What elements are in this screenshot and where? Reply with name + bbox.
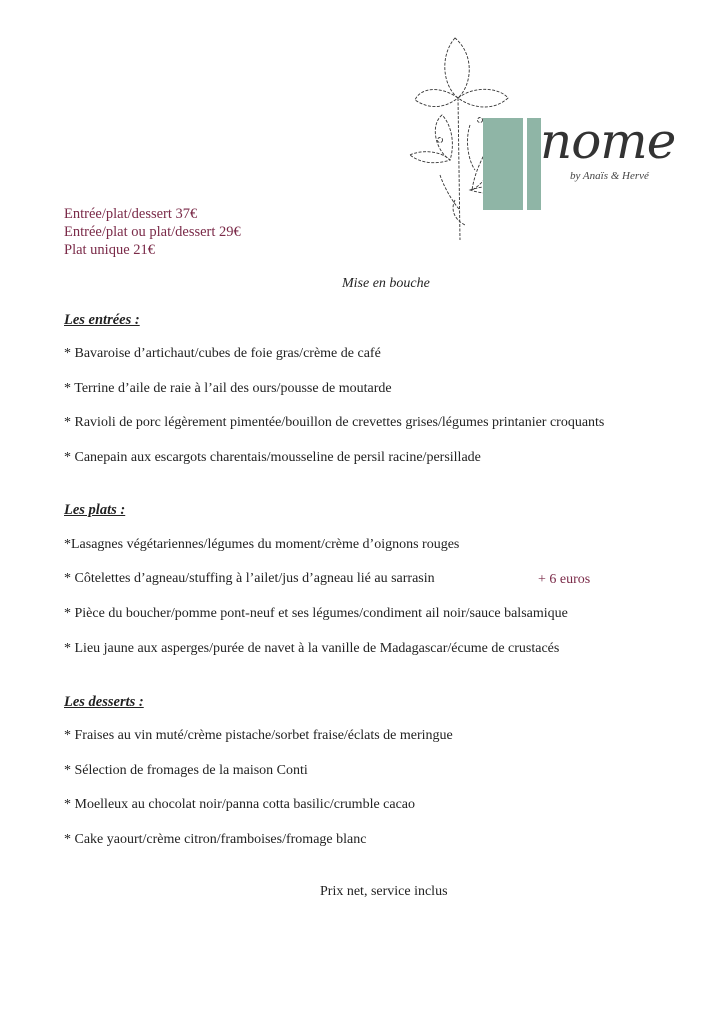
logo-letter-i: [527, 118, 541, 210]
price-option-single: Plat unique 21€: [64, 242, 156, 258]
menu-item: * Ravioli de porc légèrement pimentée/bouillon de crevettes grises/légumes printanier croquants: [64, 415, 605, 430]
footer-note: Prix net, service inclus: [320, 884, 448, 899]
price-option-2-courses: Entrée/plat ou plat/dessert 29€: [64, 224, 241, 240]
section-title-desserts: Les desserts :: [64, 694, 144, 710]
mise-en-bouche: Mise en bouche: [342, 276, 430, 291]
menu-item: * Sélection de fromages de la maison Conti: [64, 763, 308, 778]
price-list: [64, 205, 241, 259]
logo-name: nome: [540, 112, 676, 170]
menu-item: * Terrine d’aile de raie à l’ail des ours/pousse de moutarde: [64, 381, 392, 396]
supplement-price: + 6 euros: [538, 572, 591, 587]
menu-item: * Cake yaourt/crème citron/framboises/fromage blanc: [64, 832, 367, 847]
section-title-entrees: Les entrées :: [64, 312, 140, 328]
logo-letter-b: [483, 118, 523, 210]
section-title-plats: Les plats :: [64, 502, 126, 518]
menu-item: *Lasagnes végétariennes/légumes du moment/crème d’oignons rouges: [64, 537, 460, 552]
price-option-3-courses: Entrée/plat/dessert 37€: [64, 206, 198, 222]
binome-logo: [380, 30, 690, 245]
menu-item: * Lieu jaune aux asperges/purée de navet à la vanille de Madagascar/écume de crustacés: [64, 641, 560, 656]
menu-item: * Bavaroise d’artichaut/cubes de foie gras/crème de café: [64, 346, 381, 361]
logo-byline: by Anaïs & Hervé: [570, 170, 649, 182]
menu-item: * Fraises au vin muté/crème pistache/sorbet fraise/éclats de meringue: [64, 728, 453, 743]
menu-item: * Canepain aux escargots charentais/mousseline de persil racine/persillade: [64, 450, 481, 465]
menu-item: * Côtelettes d’agneau/stuffing à l’ailet/jus d’agneau lié au sarrasin: [64, 571, 435, 586]
menu-item: * Pièce du boucher/pomme pont-neuf et ses légumes/condiment ail noir/sauce balsamique: [64, 606, 568, 621]
menu-item: * Moelleux au chocolat noir/panna cotta basilic/crumble cacao: [64, 797, 416, 812]
